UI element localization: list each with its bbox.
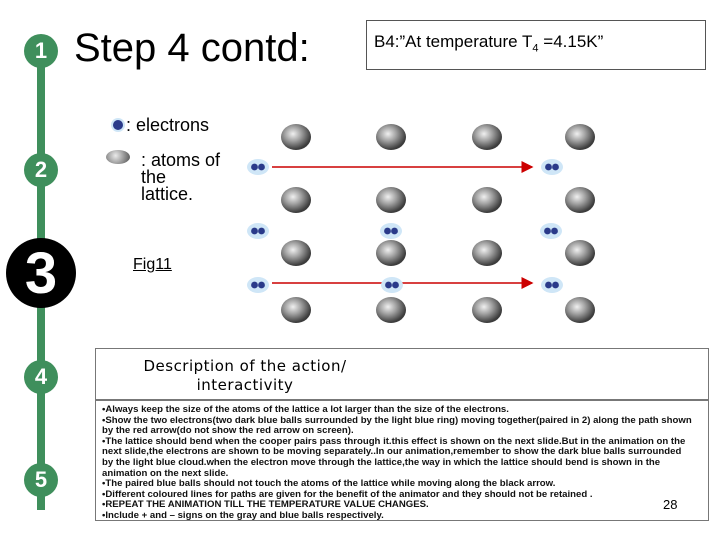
- lattice-atom: [472, 124, 502, 150]
- note-7: •Include + and – signs on the gray and blue balls respectively.: [102, 509, 384, 521]
- step-4-number: 4: [34, 364, 48, 389]
- figure-link[interactable]: Fig11: [133, 256, 172, 273]
- lattice-atom: [376, 187, 406, 213]
- step-1-number: 1: [34, 38, 48, 63]
- note-5: •Different coloured lines for paths are given for the benefit of the animator and they should not be retained .: [102, 488, 593, 500]
- slide-title: Step 4 contd:: [74, 26, 310, 70]
- note-3: •The lattice should bend when the cooper pairs pass through it.this effect is shown on the next slide.But in the animation on the next slide,the electrons are shown to be moving separately..In our animation,remember to show the dark blue balls surrounded by the light blue cloud.when the electron move through the lattice,the way in which the lattice should bend is shown in the animation on the next slide.: [102, 435, 686, 479]
- step-3-number: 3: [24, 240, 58, 306]
- note-1: •Always keep the size of the atoms of the lattice a lot larger than the size of the electrons.: [102, 404, 509, 415]
- electron-pair: [541, 159, 563, 175]
- animator-notes: [102, 405, 692, 522]
- description-title: Description of the action/ interactivity: [143, 357, 347, 394]
- electron-legend-label: : electrons: [126, 115, 210, 135]
- electron-pairs: [247, 159, 563, 293]
- step-2-number: 2: [34, 157, 48, 182]
- topic-subscript: 4: [532, 42, 539, 55]
- page-number: 28: [663, 497, 678, 512]
- note-4: •The paired blue balls should not touch the atoms of the lattice while moving along the black arrow.: [102, 478, 556, 490]
- topic-suffix: =4.15K”: [538, 32, 604, 51]
- electron-pair: [247, 223, 269, 239]
- atom-legend-label: : atoms of the lattice.: [141, 150, 221, 204]
- lattice-atom: [472, 240, 502, 266]
- lattice-atom: [565, 124, 595, 150]
- lattice-atom: [281, 124, 311, 150]
- lattice-atom: [281, 187, 311, 213]
- lattice-atom: [376, 240, 406, 266]
- lattice-atom: [281, 297, 311, 323]
- step-5-number: 5: [34, 467, 48, 492]
- electron-paths: [272, 167, 532, 283]
- electron-pair: [247, 159, 269, 175]
- lattice-atom: [565, 187, 595, 213]
- lattice-atom: [565, 240, 595, 266]
- lattice-atom: [281, 240, 311, 266]
- lattice-atom: [376, 124, 406, 150]
- note-2: •Show the two electrons(two dark blue balls surrounded by the light blue ring) moving together(paired in 2) along the path shown by the red arrow(do not show the red arrow on screen).: [102, 414, 692, 437]
- topic-prefix: B4:”At temperature T: [374, 32, 533, 51]
- note-6: •REPEAT THE ANIMATION TILL THE TEMPERATURE VALUE CHANGES.: [102, 499, 429, 511]
- lattice-atom: [565, 297, 595, 323]
- lattice-atom: [472, 297, 502, 323]
- electron-pair: [380, 223, 402, 239]
- lattice-atom: [376, 297, 406, 323]
- electron-pair: [541, 277, 563, 293]
- electron-pair: [381, 277, 403, 293]
- electron-pair: [540, 223, 562, 239]
- lattice-atom: [472, 187, 502, 213]
- electron-pair: [247, 277, 269, 293]
